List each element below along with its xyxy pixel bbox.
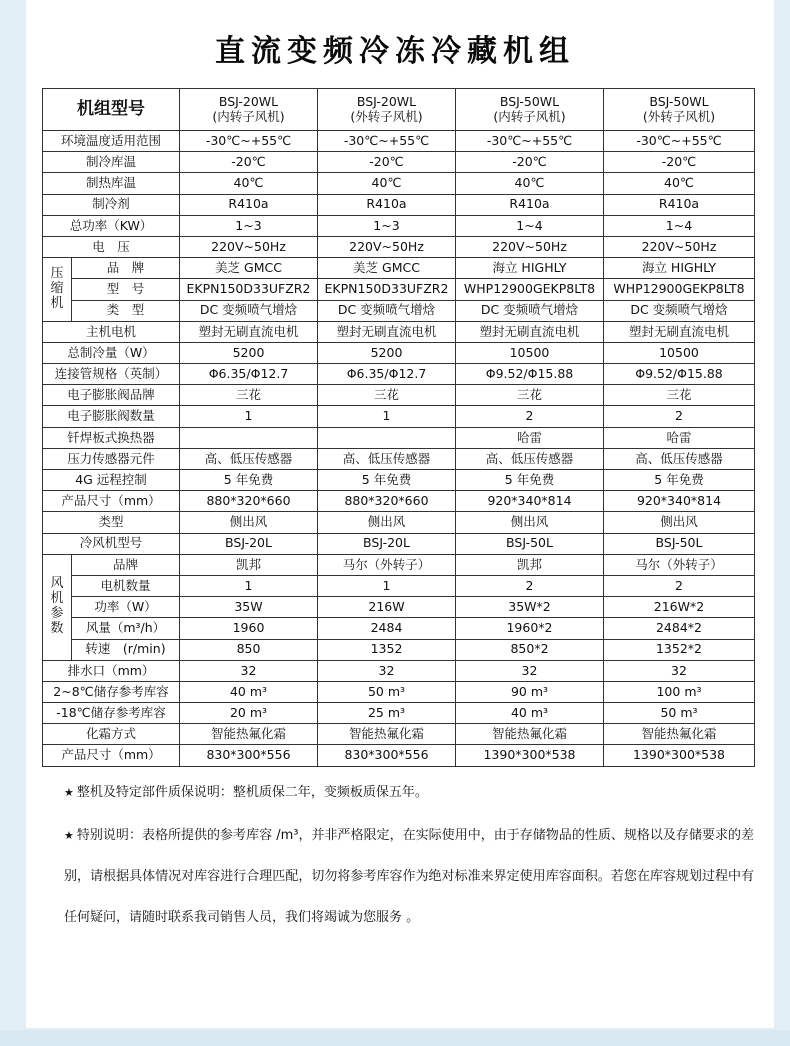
table-cell: 25 m³ xyxy=(318,703,456,724)
table-cell: 马尔（外转子） xyxy=(318,554,456,575)
notes-section xyxy=(64,772,754,938)
row-label: 品牌 xyxy=(72,554,180,575)
table-cell: 美芝 GMCC xyxy=(180,258,318,279)
model-name: BSJ-20WL xyxy=(218,94,279,110)
row-label: 产品尺寸（mm） xyxy=(43,491,180,512)
row-label: 型 号 xyxy=(72,279,180,300)
table-cell: 850 xyxy=(180,639,318,660)
table-cell: -30℃~+55℃ xyxy=(604,131,755,152)
table-cell: Φ6.35/Φ12.7 xyxy=(180,364,318,385)
group-label xyxy=(43,554,72,660)
table-cell: 32 xyxy=(180,660,318,681)
row-label: 风量（m³/h） xyxy=(72,618,180,639)
table-cell: 100 m³ xyxy=(604,681,755,702)
model-header-cell xyxy=(180,89,318,131)
page-title: 直流变频冷冻冷藏机组 xyxy=(215,34,575,69)
bottom-strip xyxy=(0,1030,790,1046)
group-label xyxy=(43,258,72,322)
table-cell: 1~3 xyxy=(318,215,456,236)
table-cell: 216W*2 xyxy=(604,597,755,618)
table-row xyxy=(43,194,755,215)
table-cell: 830*300*556 xyxy=(318,745,456,766)
row-label: 制冷库温 xyxy=(43,152,180,173)
star-icon: ★ xyxy=(64,829,74,842)
table-cell: 90 m³ xyxy=(456,681,604,702)
table-cell: EKPN150D33UFZR2 xyxy=(318,279,456,300)
row-label: 压力传感器元件 xyxy=(43,448,180,469)
row-label: 电子膨胀阀品牌 xyxy=(43,385,180,406)
model-name: BSJ-50WL xyxy=(499,94,560,110)
table-cell: 40 m³ xyxy=(180,681,318,702)
row-label: 排水口（mm） xyxy=(43,660,180,681)
model-subtitle: (内转子风机) xyxy=(493,108,566,124)
table-cell: 5 年免费 xyxy=(318,470,456,491)
warranty-note-text: 整机及特定部件质保说明：整机质保二年，变频板质保五年。 xyxy=(76,785,428,800)
star-icon: ★ xyxy=(64,786,74,799)
row-label: 转速 (r/min) xyxy=(72,639,180,660)
table-cell: 1960*2 xyxy=(456,618,604,639)
table-cell: 5200 xyxy=(318,342,456,363)
table-cell: 高、低压传感器 xyxy=(318,448,456,469)
table-cell: 高、低压传感器 xyxy=(456,448,604,469)
table-row xyxy=(43,427,755,448)
table-cell: 智能热氟化霜 xyxy=(180,724,318,745)
table-cell: R410a xyxy=(180,194,318,215)
table-row xyxy=(43,681,755,702)
row-label: 功率（W） xyxy=(72,597,180,618)
table-cell: -30℃~+55℃ xyxy=(180,131,318,152)
row-label: 品 牌 xyxy=(72,258,180,279)
table-cell: 智能热氟化霜 xyxy=(604,724,755,745)
table-cell: 216W xyxy=(318,597,456,618)
table-cell: 1 xyxy=(180,406,318,427)
table-row xyxy=(43,470,755,491)
table-cell: 海立 HIGHLY xyxy=(456,258,604,279)
row-label: 电 压 xyxy=(43,236,180,257)
row-label: 总制冷量（W） xyxy=(43,342,180,363)
special-note-text: 特别说明：表格所提供的参考库容 /m³，并非严格限定，在实际使用中，由于存储物品的性质、规格以及存储要求的差别，请根据具体情况对库容进行合理匹配，切勿将参考库容作为绝对标准来界定使用库容面积。若您在库容规划过程中有任何疑问，请随时联系我司销售人员，我们将竭诚为您服务 。 xyxy=(64,828,754,925)
group-label-char: 参 xyxy=(50,606,64,622)
model-name: BSJ-20WL xyxy=(356,94,417,110)
table-cell: DC 变频喷气增焓 xyxy=(180,300,318,321)
table-cell xyxy=(180,427,318,448)
table-cell: Φ6.35/Φ12.7 xyxy=(318,364,456,385)
table-cell: 2 xyxy=(456,406,604,427)
table-cell: 32 xyxy=(318,660,456,681)
table-cell: 1352*2 xyxy=(604,639,755,660)
row-label: 类型 xyxy=(43,512,180,533)
table-cell: 2484 xyxy=(318,618,456,639)
table-cell: -20℃ xyxy=(180,152,318,173)
table-cell: 2 xyxy=(604,575,755,596)
table-row xyxy=(43,406,755,427)
row-label: 电子膨胀阀数量 xyxy=(43,406,180,427)
group-label-char: 数 xyxy=(50,621,64,637)
table-cell: 40℃ xyxy=(318,173,456,194)
model-label-cell: 机组型号 xyxy=(43,89,180,131)
table-cell: 32 xyxy=(604,660,755,681)
row-label: 类 型 xyxy=(72,300,180,321)
table-cell: 美芝 GMCC xyxy=(318,258,456,279)
table-cell: BSJ-50L xyxy=(604,533,755,554)
table-cell: 侧出风 xyxy=(456,512,604,533)
table-row xyxy=(43,660,755,681)
table-cell: 海立 HIGHLY xyxy=(604,258,755,279)
table-cell: 880*320*660 xyxy=(318,491,456,512)
table-cell: 5 年免费 xyxy=(180,470,318,491)
table-cell: 850*2 xyxy=(456,639,604,660)
table-cell: 塑封无刷直流电机 xyxy=(604,321,755,342)
table-cell: 凯邦 xyxy=(456,554,604,575)
table-cell: 5200 xyxy=(180,342,318,363)
row-label: 总功率（KW） xyxy=(43,215,180,236)
table-row xyxy=(43,554,755,575)
table-row xyxy=(43,131,755,152)
table-cell: 侧出风 xyxy=(604,512,755,533)
table-cell: 35W xyxy=(180,597,318,618)
table-cell: 830*300*556 xyxy=(180,745,318,766)
table-cell: 50 m³ xyxy=(318,681,456,702)
table-cell: 侧出风 xyxy=(180,512,318,533)
table-cell: 32 xyxy=(456,660,604,681)
table-cell: 10500 xyxy=(604,342,755,363)
table-row xyxy=(43,342,755,363)
table-row xyxy=(43,258,755,279)
table-cell: 凯邦 xyxy=(180,554,318,575)
row-label: 钎焊板式换热器 xyxy=(43,427,180,448)
group-label-char: 风 xyxy=(50,576,64,592)
table-cell: 1~3 xyxy=(180,215,318,236)
table-cell: 1 xyxy=(180,575,318,596)
row-label: 主机电机 xyxy=(43,321,180,342)
table-cell: 1 xyxy=(318,406,456,427)
table-row xyxy=(43,533,755,554)
table-cell: 50 m³ xyxy=(604,703,755,724)
table-cell: WHP12900GEKP8LT8 xyxy=(604,279,755,300)
table-row xyxy=(43,173,755,194)
table-cell: WHP12900GEKP8LT8 xyxy=(456,279,604,300)
spec-table-body xyxy=(43,89,755,767)
table-cell: R410a xyxy=(456,194,604,215)
table-row xyxy=(43,321,755,342)
row-label: 4G 远程控制 xyxy=(43,470,180,491)
table-cell: -30℃~+55℃ xyxy=(318,131,456,152)
table-cell: 侧出风 xyxy=(318,512,456,533)
table-cell: 塑封无刷直流电机 xyxy=(318,321,456,342)
table-cell: -20℃ xyxy=(604,152,755,173)
table-cell: 2 xyxy=(604,406,755,427)
table-cell: 2484*2 xyxy=(604,618,755,639)
table-cell: 三花 xyxy=(318,385,456,406)
table-cell: 三花 xyxy=(180,385,318,406)
table-row xyxy=(43,745,755,766)
table-row xyxy=(43,300,755,321)
group-label-char: 压 xyxy=(50,266,64,281)
model-subtitle: (外转子风机) xyxy=(642,108,716,124)
table-cell: 智能热氟化霜 xyxy=(318,724,456,745)
table-cell: 塑封无刷直流电机 xyxy=(456,321,604,342)
table-cell: 1960 xyxy=(180,618,318,639)
special-note xyxy=(64,815,754,938)
model-header-cell xyxy=(456,89,604,131)
table-cell: 塑封无刷直流电机 xyxy=(180,321,318,342)
row-label: 产品尺寸（mm） xyxy=(43,745,180,766)
table-cell: 三花 xyxy=(456,385,604,406)
spec-table xyxy=(42,88,755,767)
table-row xyxy=(43,575,755,596)
model-name: BSJ-50WL xyxy=(649,94,709,110)
table-cell: 5 年免费 xyxy=(604,470,755,491)
table-cell: 1~4 xyxy=(456,215,604,236)
table-cell: BSJ-20L xyxy=(318,533,456,554)
table-cell: 920*340*814 xyxy=(604,491,755,512)
table-cell: 哈雷 xyxy=(604,427,755,448)
row-label: 电机数量 xyxy=(72,575,180,596)
model-subtitle: (外转子风机) xyxy=(350,108,423,124)
table-cell: 40℃ xyxy=(180,173,318,194)
table-cell: EKPN150D33UFZR2 xyxy=(180,279,318,300)
table-cell: BSJ-20L xyxy=(180,533,318,554)
table-cell: 马尔（外转子） xyxy=(604,554,755,575)
table-row xyxy=(43,385,755,406)
table-row xyxy=(43,491,755,512)
table-cell: 高、低压传感器 xyxy=(180,448,318,469)
table-cell: 高、低压传感器 xyxy=(604,448,755,469)
table-row xyxy=(43,597,755,618)
table-row xyxy=(43,215,755,236)
model-header-cell xyxy=(318,89,456,131)
table-cell: -20℃ xyxy=(318,152,456,173)
table-cell: 哈雷 xyxy=(456,427,604,448)
table-cell: 20 m³ xyxy=(180,703,318,724)
table-cell: DC 变频喷气增焓 xyxy=(456,300,604,321)
row-label: -18℃储存参考库容 xyxy=(43,703,180,724)
table-cell: -30℃~+55℃ xyxy=(456,131,604,152)
table-cell: DC 变频喷气增焓 xyxy=(604,300,755,321)
row-label: 连接管规格（英制） xyxy=(43,364,180,385)
table-cell: 1 xyxy=(318,575,456,596)
table-row xyxy=(43,724,755,745)
table-cell: 1352 xyxy=(318,639,456,660)
table-row xyxy=(43,618,755,639)
model-subtitle: (内转子风机) xyxy=(212,108,285,124)
warranty-note xyxy=(64,772,754,813)
table-row xyxy=(43,236,755,257)
table-row xyxy=(43,512,755,533)
table-cell: 三花 xyxy=(604,385,755,406)
table-cell: 35W*2 xyxy=(456,597,604,618)
table-cell: 880*320*660 xyxy=(180,491,318,512)
row-label: 环境温度适用范围 xyxy=(43,131,180,152)
table-cell: 2 xyxy=(456,575,604,596)
table-cell: 40℃ xyxy=(604,173,755,194)
table-row xyxy=(43,364,755,385)
row-label: 制热库温 xyxy=(43,173,180,194)
table-row xyxy=(43,448,755,469)
row-label: 制冷剂 xyxy=(43,194,180,215)
table-header-row xyxy=(43,89,755,131)
table-cell: 220V~50Hz xyxy=(604,236,755,257)
table-cell: 920*340*814 xyxy=(456,491,604,512)
row-label: 化霜方式 xyxy=(43,724,180,745)
row-label: 2~8℃储存参考库容 xyxy=(43,681,180,702)
table-cell: 10500 xyxy=(456,342,604,363)
table-cell: 40 m³ xyxy=(456,703,604,724)
table-cell: 1390*300*538 xyxy=(604,745,755,766)
table-row xyxy=(43,703,755,724)
table-cell xyxy=(318,427,456,448)
table-cell: Φ9.52/Φ15.88 xyxy=(456,364,604,385)
table-row xyxy=(43,639,755,660)
group-label-char: 机 xyxy=(50,591,64,607)
table-cell: 1~4 xyxy=(604,215,755,236)
table-row xyxy=(43,279,755,300)
table-cell: 220V~50Hz xyxy=(456,236,604,257)
table-cell: Φ9.52/Φ15.88 xyxy=(604,364,755,385)
model-header-cell xyxy=(604,89,755,131)
table-cell: -20℃ xyxy=(456,152,604,173)
group-label-char: 机 xyxy=(50,295,64,311)
group-label-char: 缩 xyxy=(50,280,64,296)
table-cell: 5 年免费 xyxy=(456,470,604,491)
table-cell: DC 变频喷气增焓 xyxy=(318,300,456,321)
table-cell: 1390*300*538 xyxy=(456,745,604,766)
table-cell: 智能热氟化霜 xyxy=(456,724,604,745)
table-cell: BSJ-50L xyxy=(456,533,604,554)
table-row xyxy=(43,152,755,173)
table-cell: 220V~50Hz xyxy=(180,236,318,257)
table-cell: 40℃ xyxy=(456,173,604,194)
row-label: 冷风机型号 xyxy=(43,533,180,554)
table-cell: 220V~50Hz xyxy=(318,236,456,257)
table-cell: R410a xyxy=(318,194,456,215)
table-cell: R410a xyxy=(604,194,755,215)
